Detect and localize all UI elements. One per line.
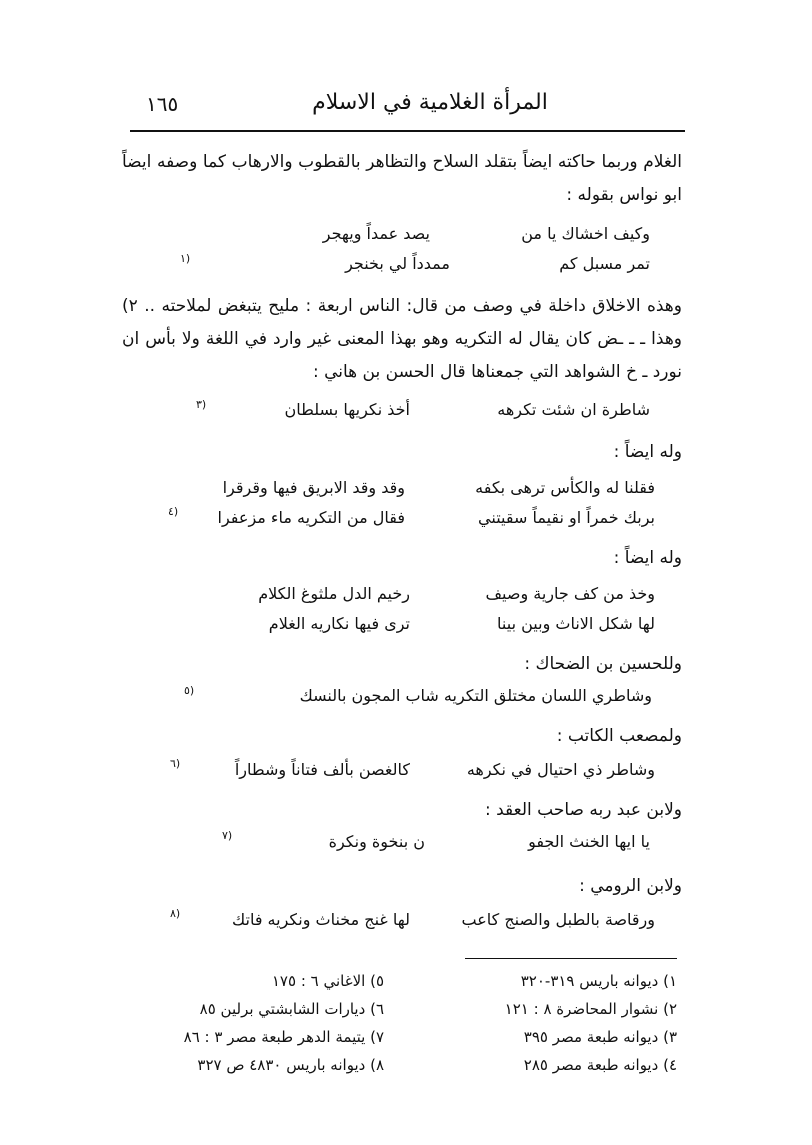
footnote-marker: (٣ bbox=[196, 398, 207, 411]
hemistich: ورقاصة بالطبل والصنج كاعب bbox=[461, 910, 655, 929]
hemistich: فقال من التكريه ماء مزعفرا bbox=[217, 508, 405, 527]
footnote-marker: (١ bbox=[180, 252, 191, 265]
page-number: ١٦٥ bbox=[146, 92, 179, 116]
hemistich: وخذ من كف جارية وصيف bbox=[485, 584, 655, 603]
footnote-3: ٣) ديوانه طبعة مصر ٣٩٥ bbox=[523, 1028, 677, 1046]
hemistich: شاطرة ان شئت تكرهه bbox=[497, 400, 650, 419]
verse-1-line-1 bbox=[180, 224, 650, 254]
footnote-4: ٤) ديوانه طبعة مصر ٢٨٥ bbox=[523, 1056, 677, 1074]
verse-3-line-2 bbox=[175, 508, 655, 538]
verse-1-line-2 bbox=[180, 254, 650, 284]
paragraph-1: الغلام وربما حاكته ايضاً بتقلد السلاح والتظاهر بالقطوب والارهاب كما وصفه ايضاً ابو نواس بقوله : bbox=[122, 152, 682, 205]
hemistich: وكيف اخشاك يا من bbox=[521, 224, 650, 243]
verse-7 bbox=[225, 832, 650, 862]
hemistich: يصد عمداً ويهجر bbox=[322, 224, 430, 243]
hemistich: وقد وقد الابريق فيها وقرقرا bbox=[222, 478, 405, 497]
verse-5: وشاطري اللسان مختلق التكريه شاب المجون بالنسك bbox=[299, 686, 652, 705]
footnote-2: ٢) نشوار المحاضرة ٨ : ١٢١ bbox=[504, 1000, 677, 1018]
hemistich: ن بنخوة ونكرة bbox=[328, 832, 425, 851]
attribution-label: ولمصعب الكاتب : bbox=[556, 726, 682, 746]
attribution-label: ولابن عبد ربه صاحب العقد : bbox=[484, 800, 682, 820]
paragraph-2: وهذه الاخلاق داخلة في وصف من قال: الناس اربعة : مليح يتبغض لملاحته .. ٢) وهذا ـ ـ ـض كان يقال له التكريه وهو بهذا المعنى غير وارد في اللغة ولا بأس ان نورد ـ خ الشواهد التي جمعناها قال الحسن بن هاني : bbox=[122, 296, 682, 382]
footnote-divider bbox=[465, 958, 677, 959]
footnote-marker: (٨ bbox=[170, 907, 181, 920]
verse-2 bbox=[200, 400, 650, 430]
attribution-label: وله ايضاً : bbox=[613, 548, 682, 568]
attribution-label: ولابن الرومي : bbox=[579, 876, 682, 896]
header-divider bbox=[130, 130, 685, 132]
footnote-6: ٦) ديارات الشابشتي برلين ٨٥ bbox=[199, 1000, 384, 1018]
footnote-7: ٧) يتيمة الدهر طبعة مصر ٣ : ٨٦ bbox=[183, 1028, 384, 1046]
hemistich: ترى فيها نكاريه الغلام bbox=[268, 614, 410, 633]
hemistich: ممدداً لي بخنجر bbox=[345, 254, 450, 273]
hemistich: تمر مسبل كم bbox=[559, 254, 650, 273]
attribution-label: وله ايضاً : bbox=[613, 442, 682, 462]
verse-3-line-1 bbox=[175, 478, 655, 508]
footnote-marker: (٥ bbox=[184, 684, 195, 697]
verse-8 bbox=[180, 910, 655, 940]
hemistich: رخيم الدل ملثوغ الكلام bbox=[258, 584, 410, 603]
hemistich: وشاطر ذي احتيال في نكرهه bbox=[466, 760, 655, 779]
footnote-marker: (٦ bbox=[170, 757, 181, 770]
footnote-marker: (٧ bbox=[222, 829, 233, 842]
verse-4-line-1 bbox=[180, 584, 655, 614]
running-header-title: المرأة الغلامية في الاسلام bbox=[312, 90, 548, 115]
hemistich: يا ايها الخنث الجفو bbox=[528, 832, 650, 851]
hemistich: كالغصن بألف فتاناً وشطاراً bbox=[234, 760, 410, 779]
footnote-8: ٨) ديوانه باريس ٤٨٣٠ ص ٣٢٧ bbox=[197, 1056, 384, 1074]
attribution-label: وللحسين بن الضحاك : bbox=[524, 654, 682, 674]
footnote-1: ١) ديوانه باريس ٣١٩-٣٢٠ bbox=[520, 972, 677, 990]
hemistich: لها غنج مخناث ونكريه فاتك bbox=[232, 910, 410, 929]
verse-6 bbox=[180, 760, 655, 790]
footnote-5: ٥) الاغاني ٦ : ١٧٥ bbox=[271, 972, 384, 990]
hemistich: بربك خمراً او نقيماً سقيتني bbox=[478, 508, 655, 527]
hemistich: فقلنا له والكأس ترهى بكفه bbox=[475, 478, 655, 497]
hemistich: لها شكل الاناث وبين بينا bbox=[497, 614, 655, 633]
hemistich: أخذ نكريها بسلطان bbox=[284, 400, 410, 419]
footnote-marker: (٤ bbox=[168, 505, 179, 518]
verse-4-line-2 bbox=[180, 614, 655, 644]
